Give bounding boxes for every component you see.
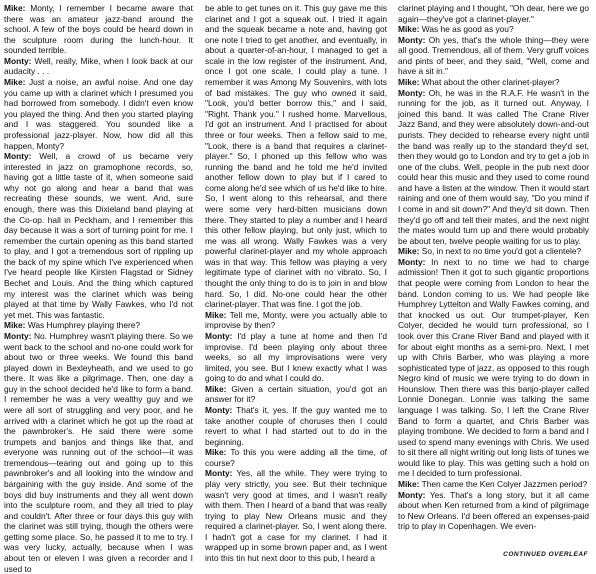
speaker-label: Monty:: [398, 489, 426, 500]
speaker-label: Monty:: [398, 87, 426, 98]
speaker-label: Mike:: [398, 246, 420, 257]
text-column-1: [4, 3, 193, 574]
interview-paragraph: [398, 490, 589, 532]
speaker-label: Monty:: [4, 330, 32, 341]
interview-paragraph: [205, 468, 387, 563]
speaker-label: Mike:: [398, 77, 420, 88]
paragraph-text: No. Humphrey wasn't playing there. So we went back to the school and no-one could work for about two or three weeks. We found this band played down in Bexleyheath, and we used to go there. It was like a pilgrimage. Then, one day a guy in the school decided he'd like to form a band. I remember he was a very wealthy guy and we were all sort of struggling and very poor, and he arrived with a clarinet which he got up the road at the pawnbroker's. He said there were some trumpets and banjos and things like that, and everyone was running out of the school—it was tremendous—tearing out and going up to this pawnbroker's and all looking into the window and bargaining with the guy inside. And some of the boys did buy instruments and they all went down into the sculpture room, and they all tried to play and couldn't. After three or four days this guy with the clarinet was still trying, though the others were getting some place. So, he passed it to me to try. I was very lucky, actually, because when I was about ten or eleven I was given a recorder and I used to: [4, 330, 193, 574]
speaker-label: Mike:: [4, 77, 26, 88]
paragraph-text: So, in next to no time you'd got a clientele?: [419, 246, 582, 257]
paragraph-text: Then came the Ken Colyer Jazzmen period?: [419, 479, 588, 490]
paragraph-text: Oh, he was in the R.A.F. He wasn't in the running for the job, as it turned out. Anyway, I joined this band. It was called The Crane River Jazz Band, and they were absolutely down-and-out purists. They decided to rehearse every night until the band was really up to the standard they'd set, then they would go to London and try to get a job in one of the clubs. Well, people in the pub next door could hear this music and they used to come round and have a listen at the window. Then it would start raining and one of them would say, "Do you mind if I come in and sit down?" And they'd sit down. Then they'd go off and tell their mates, and the next night the mates would turn up and there would probably be about ten, twelve people waiting for us to play.: [398, 87, 589, 246]
text-column-3: [398, 3, 589, 532]
paragraph-text: What about the other clarinet-player?: [419, 77, 560, 88]
interview-paragraph: [4, 3, 193, 56]
paragraph-text: Well, a crowd of us became very interested in jazz on gramophone records, so, having got a little taste of it, when someone said why not go along and hear a band that was recreating these sounds, we went. And, sure enough, there was this Dixieland band playing at the Co-op. hall in Peckham, and I remember this day because it was a sort of turning point for me. I remember the curtain opening as this band started to play, and I got a tremendous sort of rippling up the back of my spine which I've experienced when I've heard people like Kirsten Flagstad or Sidney Bechet and Louis. And the thing which captured my interest was the clarinet which was being played at that time by Wally Fawkes, who I'd not yet met. This was fantastic.: [4, 151, 193, 320]
paragraph-text: In next to no time we had to charge admission! Then it got to such gigantic proportions that people were coming from London to hear the band. London coming to us. We had people like Humphrey Lyttelton and Wally Fawkes coming, and that knocked us out. Our trumpet-player, Ken Colyer, decided he would turn professional, so I took over this Crane River Band and played with it for about eight months as a semi-pro. Next, I met up with Chris Barber, who was playing a more sophisticated type of jazz, as opposed to this rough Negro kind of music we were trying to do down in Hounslow. Then there was this banjo-player called Lonnie Donegan. Lonnie was talking the same language I was talking. So, I left the Crane River Band to form a quartet, and Chris Barber was playing trombone. We decided to form a band and I used to spend many evenings with Chris. We used to sit there all night writing out long lists of tunes we would like to play. This was getting such a hold on me I decided to turn professional.: [398, 256, 589, 479]
paragraph-text: clarinet playing and I thought, "Oh dear, here we go again—they've got a clarinet-player.": [398, 3, 589, 24]
interview-paragraph: [398, 479, 589, 490]
speaker-label: Monty:: [398, 34, 426, 45]
interview-paragraph: [398, 24, 589, 35]
speaker-label: Mike:: [4, 320, 26, 331]
interview-paragraph: [4, 56, 193, 77]
interview-paragraph: [398, 257, 589, 479]
paragraph-text: Yes, all the while. They were trying to play very strictly, you see. But their technique wasn't very good at times, and I wasn't really with them. Then I heard of a band that was really trying to play New Orleans music and they required a clarinet-player. So, I went along there. I hadn't got a case for my clarinet. I had it wrapped up in some brown paper and, as I went into this tin hut next door to this pub, I heard a: [205, 468, 387, 564]
speaker-label: Monty:: [205, 330, 233, 341]
interview-paragraph: [4, 320, 193, 331]
paragraph-text: Tell me, Monty, were you actually able to improvise by then?: [205, 309, 387, 331]
interview-paragraph: [398, 246, 589, 257]
speaker-label: Mike:: [398, 24, 420, 35]
speaker-label: Monty:: [4, 151, 32, 162]
paragraph-text: Given a certain situation, you'd got an answer for it?: [205, 383, 387, 405]
speaker-label: Monty:: [205, 404, 233, 415]
interview-paragraph: [398, 3, 589, 24]
text-column-2: [205, 3, 387, 564]
interview-paragraph: [398, 77, 589, 88]
speaker-label: Monty:: [205, 468, 233, 479]
interview-paragraph: [4, 331, 193, 574]
continued-overleaf-note: CONTINUED OVERLEAF: [503, 551, 588, 558]
paragraph-text: I'd play a tune at home and then I'd improvise. I'd been playing only about three weeks, so all my improvisations were very limited, you see. But I knew exactly what I was going to do and what I could do.: [205, 330, 387, 384]
speaker-label: Mike:: [205, 447, 227, 458]
speaker-label: Monty:: [398, 256, 426, 267]
paragraph-text: Was Humphrey playing there?: [25, 320, 141, 331]
interview-paragraph: [4, 77, 193, 151]
interview-paragraph: [205, 310, 387, 331]
paragraph-text: Just a noise, an awful noise. And one day you came up with a clarinet which I presumed you had borrowed from somebody. I didn't even know you played the thing. And then you started playing and I was staggered. You sounded like a professional jazz-player. Now, how did all this happen, Monty?: [4, 77, 193, 151]
speaker-label: Mike:: [205, 383, 227, 394]
speaker-label: Mike:: [205, 309, 227, 320]
paragraph-text: Oh yes, that's the whole thing—they were all good. Tremendous, all of them. Very gruff voices and pints of beer, and they said, "Well, come and have a sit in.": [398, 34, 589, 77]
paragraph-text: Yes. That's a long story, but it all came about when Ken returned from a kind of pilgrimage to New Orleans. I'd been offered an expenses-paid trip to play in Copenhagen. We even-: [398, 489, 589, 532]
interview-paragraph: [205, 331, 387, 384]
paragraph-text: Well, really, Mike, when I look back at our audacity . . .: [4, 55, 193, 77]
paragraph-text: That's it, yes. If the guy wanted me to take another couple of choruses then I could revert to what I had started out to do in the beginning.: [205, 404, 387, 447]
interview-paragraph: [205, 447, 387, 468]
speaker-label: Mike:: [4, 3, 26, 13]
interview-paragraph: [4, 151, 193, 320]
speaker-label: Mike:: [398, 479, 420, 490]
paragraph-text: To this you were adding all the time, of course?: [205, 447, 387, 468]
speaker-label: Monty:: [4, 55, 32, 66]
interview-paragraph: [205, 405, 387, 447]
interview-paragraph: [398, 88, 589, 247]
interview-paragraph: [205, 3, 387, 310]
paragraph-text: be able to get tunes on it. This guy gave me this clarinet and I got a squeak out. I tried it again and the squeak became a note and, having got one note I tried to get another, and eventually, in about a quarter-of-an-hour, I managed to get a scale in the low register of the instrument. And, once I got one scale, I could play a tune. I remember it was Among My Souvenirs, with lots of bad mistakes. The guy who owned it said, "Look, you'd better borrow this," and I said, "Right. Thank you." I rushed home. Marvellous, I'd got an instrument. And I practised for about three or four weeks. Then a fellow said to me, "Look, there is a band that requires a clarinet-player." So, I phoned up this fellow who was running the band and he told me he'd invited another fellow down to play but if I cared to come along he'd see which of us he'd like to hire. So, I went along to this rehearsal, and there were some very hard-bitten musicians down there. They started to play a number and I heard this other fellow playing, but only just, which to me was all wrong. Wally Fawkes was a very powerful clarinet-player and my whole approach was in that way. This fellow was playing a very legitimate type of clarinet with no vibrato. So, I thought the only thing to do is to join in and blow hard. So, I did. No-one could hear the other clarinet-player. That was fine. I got the job.: [205, 3, 387, 310]
paragraph-text: Was he as good as you?: [419, 24, 514, 35]
interview-paragraph: [398, 35, 589, 77]
interview-paragraph: [205, 384, 387, 405]
paragraph-text: Monty, I remember I became aware that there was an amateur jazz-band around the school. A few of the boys could be heard down in the sculpture room during the lunch-hour. It sounded terrible.: [4, 3, 193, 56]
